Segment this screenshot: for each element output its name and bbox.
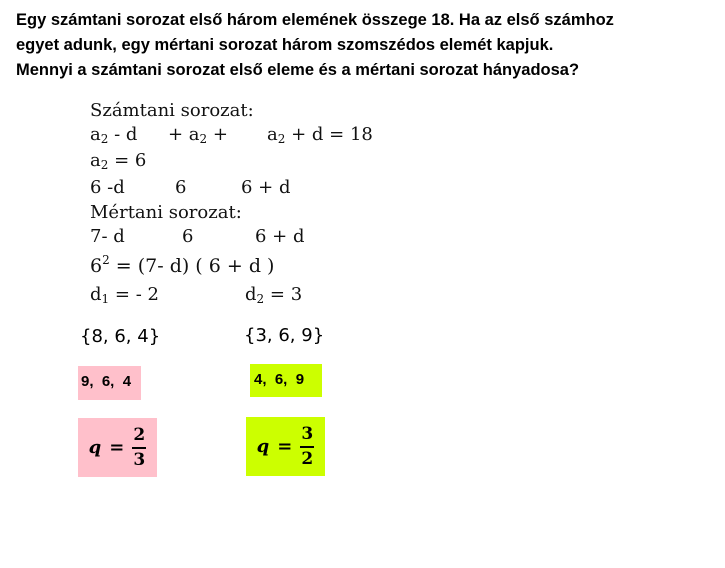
- arith-heading: Számtani sorozat:: [90, 100, 254, 121]
- ratio-2-numerator: 3: [301, 423, 314, 444]
- sum-term-1: $a_2$ - d: [90, 124, 138, 146]
- geom-term-1: 7- d: [90, 226, 125, 247]
- ratio-box-2: [246, 417, 325, 476]
- geom-sequence-2: 4, 6, 9: [250, 364, 322, 397]
- square-equation: $6^2 = (7-$ d) ( 6 + d ): [90, 253, 275, 277]
- arith-term-2: 6: [175, 177, 187, 198]
- geom-heading: Mértani sorozat:: [90, 202, 242, 223]
- sum-term-3: $a_2 + d = 18$: [267, 124, 373, 146]
- geom-term-3: 6 + d: [255, 226, 305, 247]
- ratio-formula-2: q = $\frac{3}{2}$: [256, 423, 314, 469]
- problem-line-1: Egy számtani sorozat első három elemének összege 18. Ha az első számhoz: [16, 11, 614, 29]
- problem-line-2: egyet adunk, egy mértani sorozat három szomszédos elemét kapjuk.: [16, 36, 554, 54]
- ratio-2-denominator: 2: [301, 448, 314, 469]
- a2-equation: $a_2 = 6$: [90, 150, 147, 172]
- root-d1: $d_1$ = - 2: [90, 284, 159, 306]
- set-d2: {3, 6, 9}: [244, 325, 325, 346]
- arith-term-1: 6 -d: [90, 177, 125, 198]
- problem-statement: [16, 8, 716, 83]
- geom-sequence-1: 9, 6, 4: [78, 366, 141, 400]
- ratio-formula-1: q = $\frac{2}{3}$: [88, 424, 146, 470]
- ratio-box-1: [78, 418, 157, 477]
- set-d1: {8, 6, 4}: [80, 326, 161, 347]
- root-d2: $d_2 = 3$: [245, 284, 303, 306]
- geom-term-2: 6: [182, 226, 194, 247]
- problem-line-3: Mennyi a számtani sorozat első eleme és a mértani sorozat hányadosa?: [16, 61, 580, 79]
- ratio-1-denominator: 3: [133, 449, 146, 470]
- ratio-1-numerator: 2: [133, 424, 146, 445]
- arith-term-3: 6 + d: [241, 177, 291, 198]
- sum-term-2: + $a_2$ +: [168, 124, 228, 146]
